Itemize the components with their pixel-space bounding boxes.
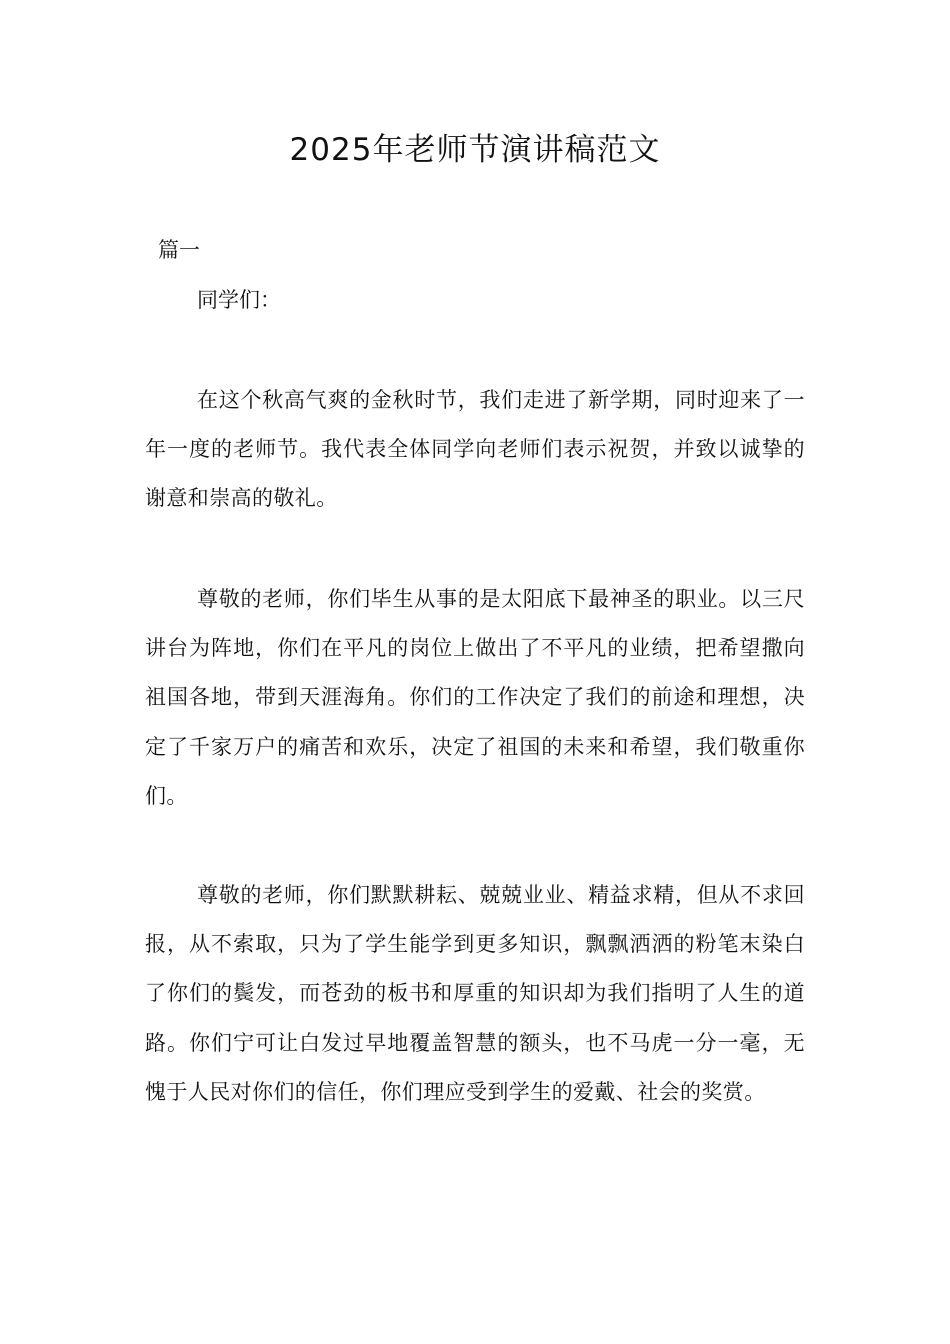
paragraph-3: 尊敬的老师，你们默默耕耘、兢兢业业、精益求精，但从不求回报，从不索取，只为了学生能学到更多知识，飘飘洒洒的粉笔末染白了你们的鬓发，而苍劲的板书和厚重的知识却为我们指明了人生的道路。你们宁可让白发过早地覆盖智慧的额头，也不马虎一分一毫，无愧于人民对你们的信任，你们理应受到学生的爱戴、社会的奖赏。 (145, 883, 805, 1104)
salutation: 同学们： (197, 288, 281, 312)
section-label: 篇一 (158, 238, 200, 262)
document-title: 2025年老师节演讲稿范文 (289, 132, 661, 168)
paragraph-1: 在这个秋高气爽的金秋时节，我们走进了新学期，同时迎来了一年一度的老师节。我代表全体同学向老师们表示祝贺，并致以诚挚的谢意和崇高的敬礼。 (145, 388, 805, 511)
paragraph-2: 尊敬的老师，你们毕生从事的是太阳底下最神圣的职业。以三尺讲台为阵地，你们在平凡的岗位上做出了不平凡的业绩，把希望撒向祖国各地，带到天涯海角。你们的工作决定了我们的前途和理想，决定了千家万户的痛苦和欢乐，决定了祖国的未来和希望，我们敬重你们。 (145, 587, 805, 808)
